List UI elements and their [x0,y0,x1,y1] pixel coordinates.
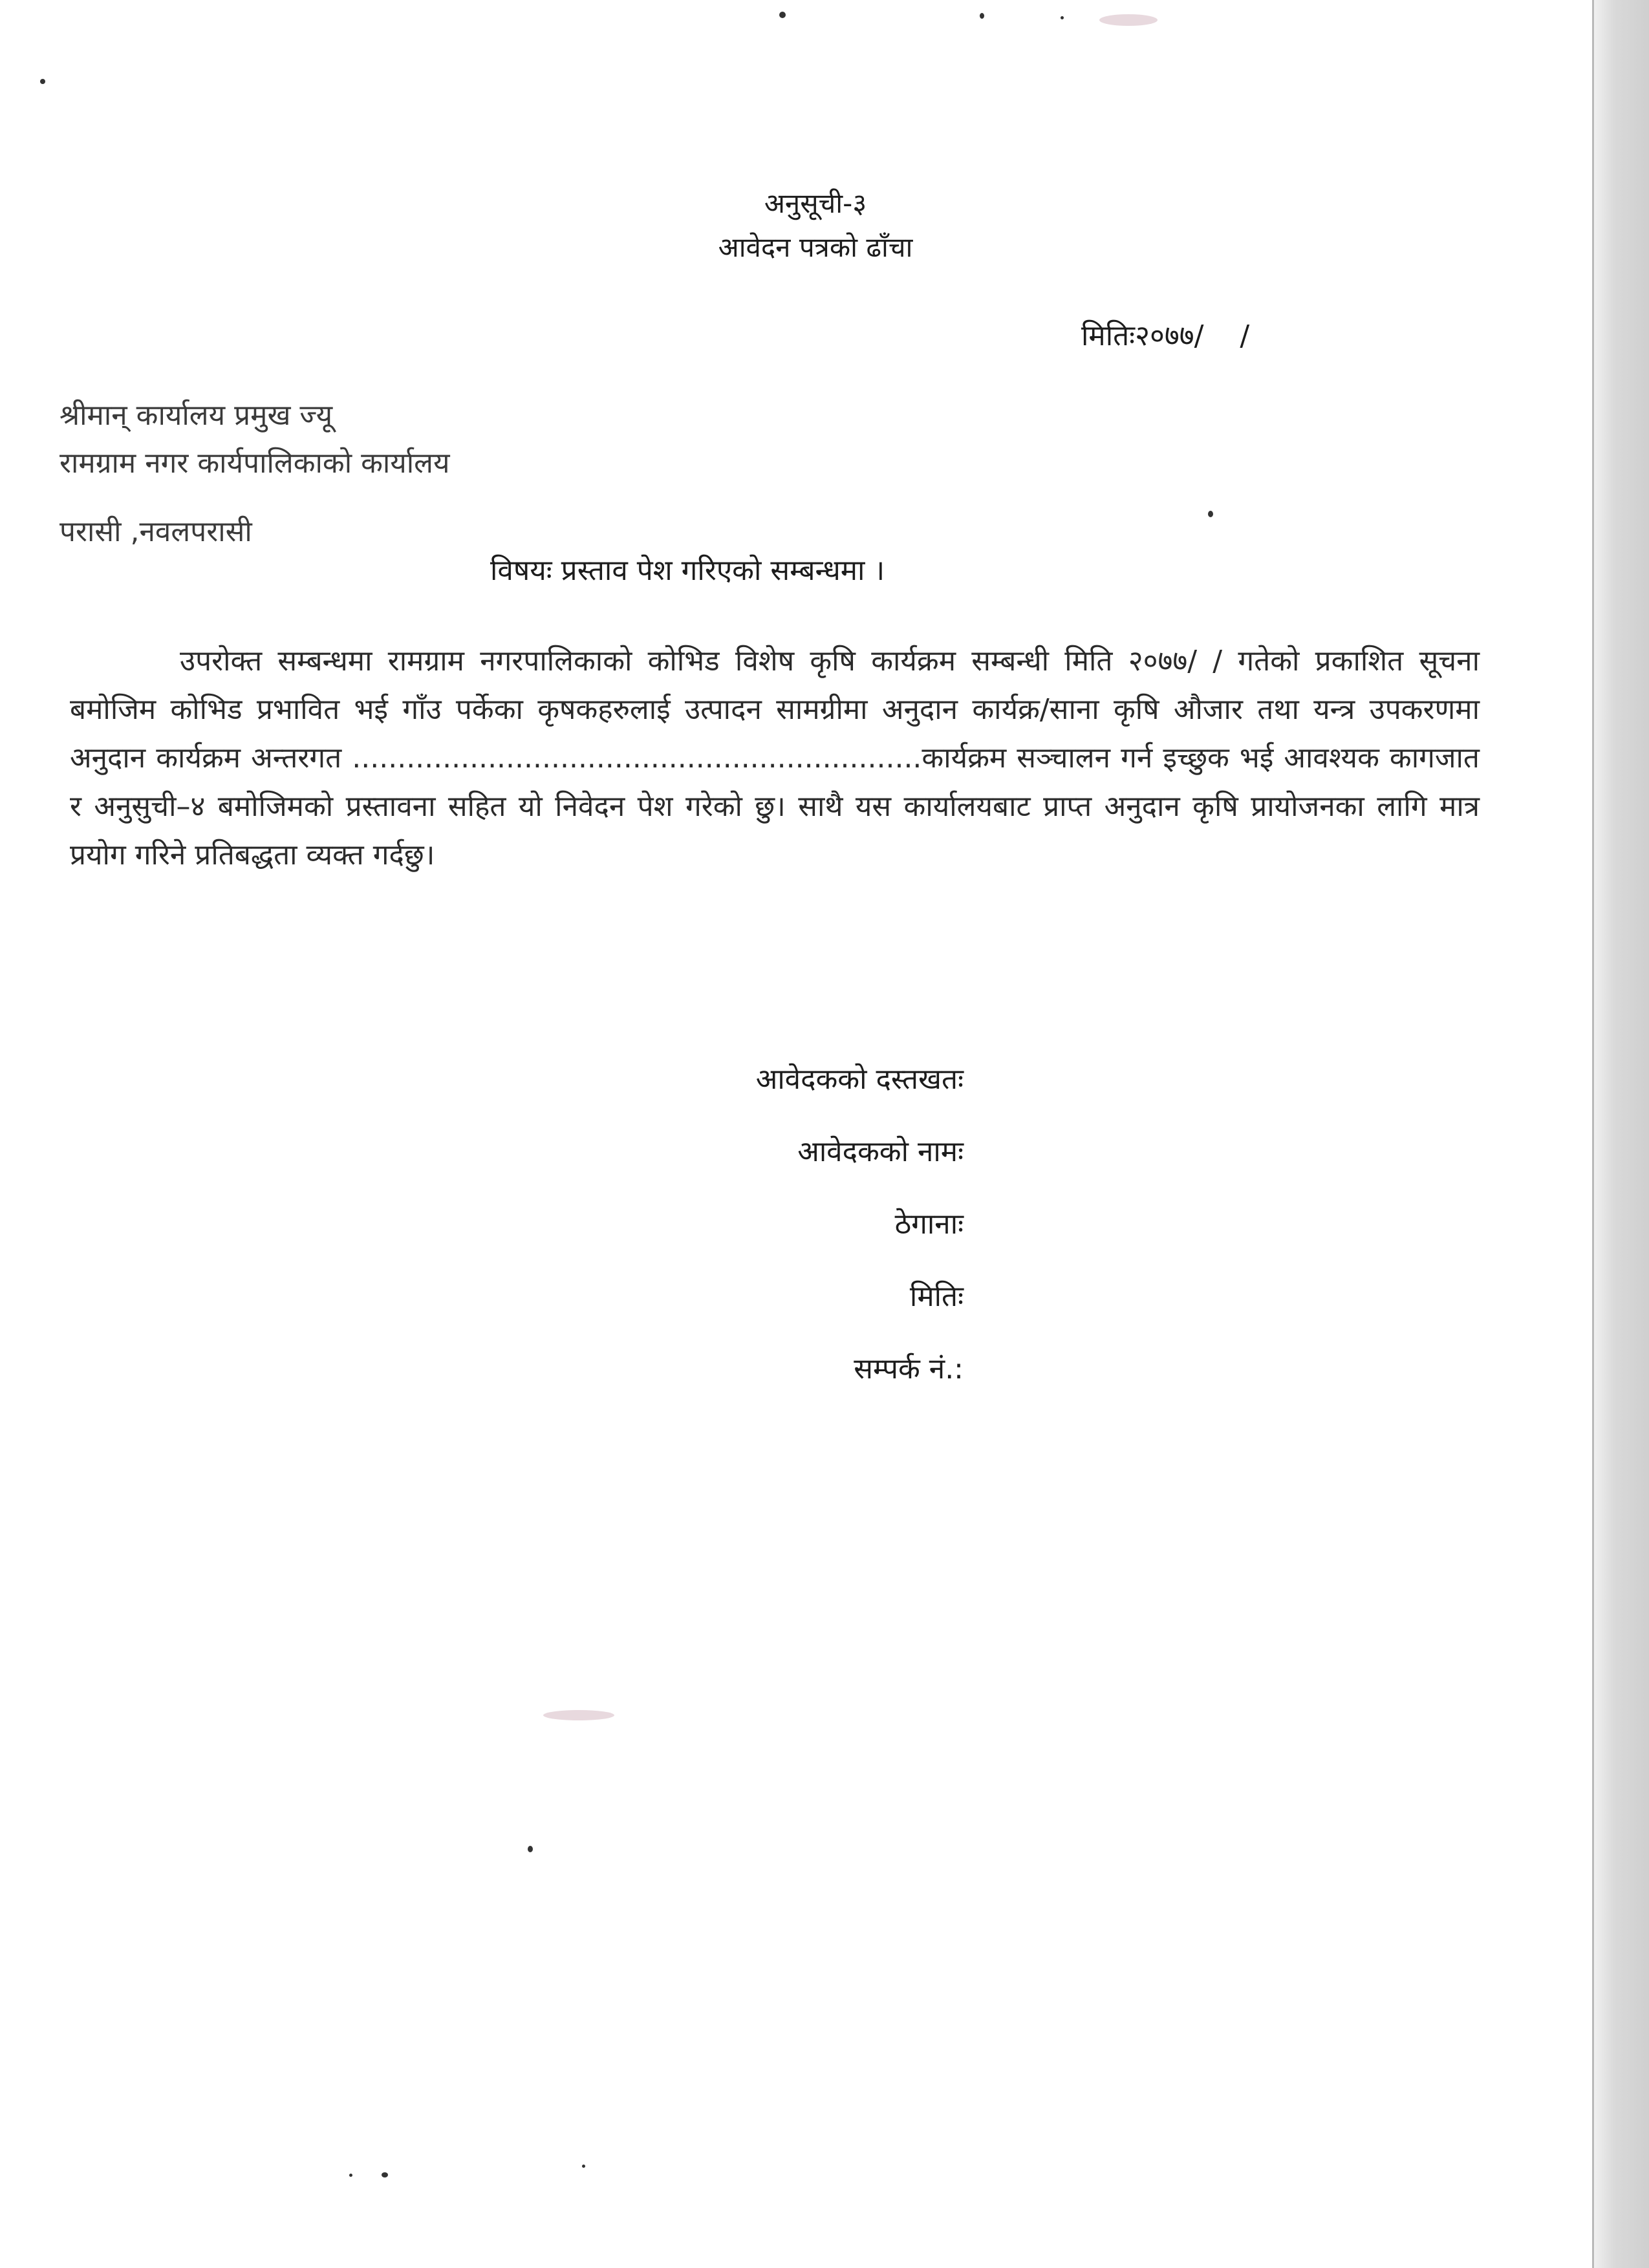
scan-speck [382,2172,388,2177]
location-line: परासी ,नवलपरासी [59,515,252,548]
scan-smudge [1099,14,1158,26]
scan-speck [1208,511,1213,517]
name-label: आवेदकको नामः [797,1135,964,1168]
addressee-line: श्रीमान् कार्यालय प्रमुख ज्यू [59,399,333,432]
scan-edge [1592,0,1649,2268]
office-line: रामग्राम नगर कार्यपालिकाको कार्यालय [59,447,450,480]
form-title: आवेदन पत्रको ढाँचा [718,231,913,263]
scan-speck [980,13,984,19]
contact-label: सम्पर्क नं.: [854,1353,964,1385]
body-paragraph: उपरोक्त सम्बन्धमा रामग्राम नगरपालिकाको कोभिड विशेष कृषि कार्यक्रम सम्बन्धी मिति २०७७/ / गतेको प्रकाशित सूचना बमोजिम कोभिड प्रभावित भई गाँउ पर्केका कृषकहरुलाई उत्पादन सामग्रीमा अनुदान कार्यक्र/साना कृषि औजार तथा यन्त्र उपकरणमा अनुदान कार्यक्रम अन्तरगत ...............................................................कार्यक्रम सञ्चालन गर्न इच्छुक भई आवश्यक कागजात र अनुसुची–४ बमोजिमको प्रस्तावना सहित यो निवेदन पेश गरेको छु। साथै यस कार्यालयबाट प्राप्त अनुदान कृषि प्रायोजनका लागि मात्र प्रयोग गरिने प्रतिबद्धता व्यक्त गर्दछु। [70,645,1480,872]
scan-smudge [543,1710,614,1720]
date-line: मितिः२०७७/ / [1081,319,1250,352]
date-label: मितिः [909,1280,964,1313]
subject-line: विषयः प्रस्ताव पेश गरिएको सम्बन्धमा । [490,554,885,587]
signature-label: आवेदकको दस्तखतः [755,1063,964,1096]
scan-speck [40,79,45,84]
address-label: ठेगानाः [894,1208,964,1241]
scan-speck [349,2174,352,2177]
scan-speck [779,12,786,18]
schedule-heading: अनुसूची-३ [764,187,867,219]
scan-speck [528,1846,533,1852]
scan-speck [582,2165,585,2168]
signature-block [0,1060,964,1422]
scan-speck [1061,16,1064,19]
